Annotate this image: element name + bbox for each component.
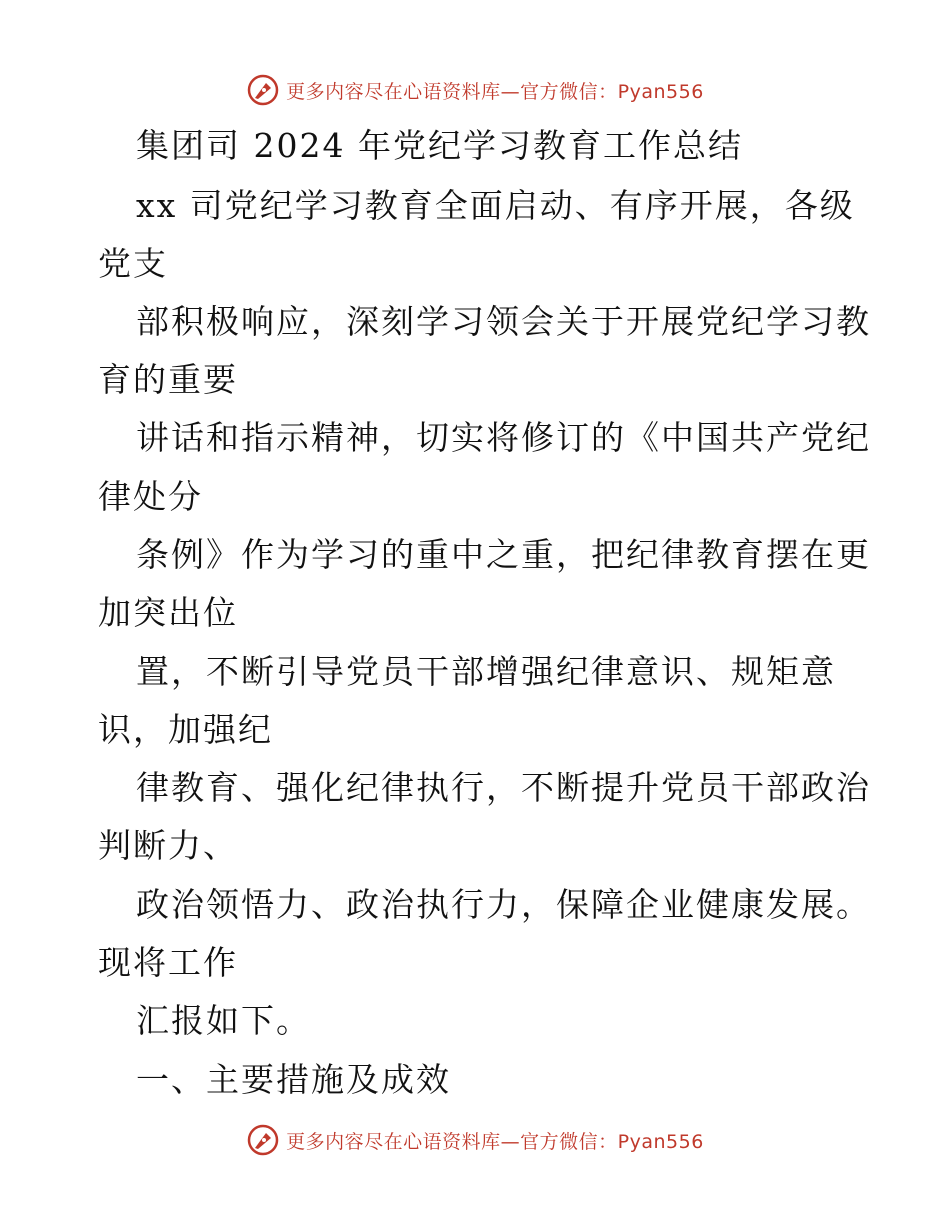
pen-nib-logo-icon — [246, 73, 280, 107]
paragraph-line: 识，加强纪 — [98, 710, 273, 749]
paragraph-line: 加突出位 — [98, 593, 238, 632]
paragraph-line: 律处分 — [98, 477, 203, 516]
paragraph-line: 党支 — [98, 244, 168, 283]
paragraph-line: 育的重要 — [98, 360, 238, 399]
paragraph-line: 置，不断引导党员干部增强纪律意识、规矩意 — [136, 652, 836, 691]
document-title: 集团司 2024 年党纪学习教育工作总结 — [136, 126, 743, 165]
watermark-text: 更多内容尽在心语资料库—官方微信：Pyan556 — [286, 80, 704, 103]
paragraph-line: 汇报如下。 — [136, 1001, 311, 1040]
watermark-text: 更多内容尽在心语资料库—官方微信：Pyan556 — [286, 1130, 704, 1153]
paragraph-line: 政治领悟力、政治执行力，保障企业健康发展。 — [136, 885, 871, 924]
footer-watermark — [0, 1120, 950, 1160]
pen-nib-logo-icon — [246, 1123, 280, 1157]
paragraph-line: 讲话和指示精神，切实将修订的《中国共产党纪 — [136, 418, 871, 457]
paragraph-line: 部积极响应，深刻学习领会关于开展党纪学习教 — [136, 302, 871, 341]
paragraph-line: 判断力、 — [98, 826, 238, 865]
paragraph-line: 律教育、强化纪律执行，不断提升党员干部政治 — [136, 768, 871, 807]
section-heading: 一、主要措施及成效 — [136, 1060, 451, 1099]
paragraph-line: 条例》作为学习的重中之重，把纪律教育摆在更 — [136, 535, 871, 574]
header-watermark — [0, 70, 950, 110]
paragraph-line: 现将工作 — [98, 943, 238, 982]
paragraph-line: xx 司党纪学习教育全面启动、有序开展，各级 — [136, 186, 855, 225]
